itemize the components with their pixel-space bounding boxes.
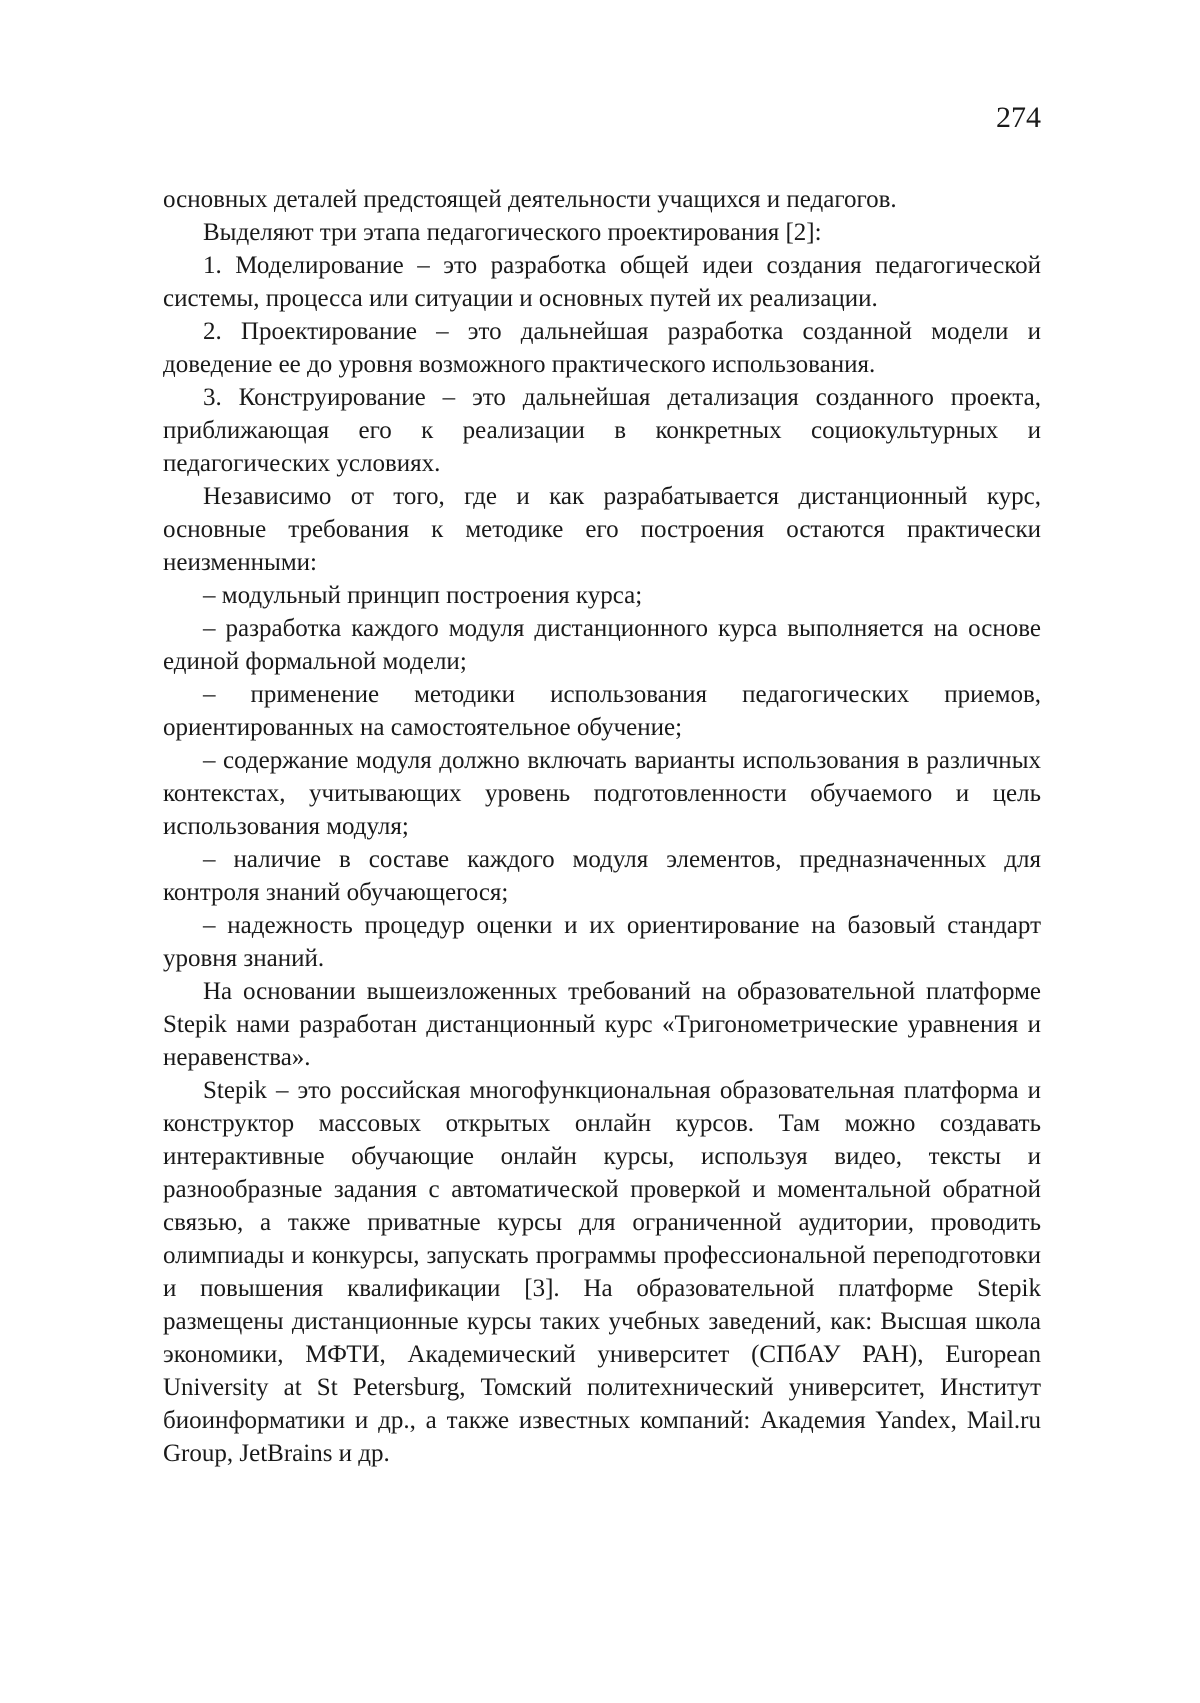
list-item-requirement: – применение методики использования педагогических приемов, ориентированных на самостоятельное обучение; xyxy=(163,681,1041,741)
paragraph-course-developed: На основании вышеизложенных требований на образовательной платформе Stepik нами разработан дистанционный курс «Тригонометрические уравнения и неравенства». xyxy=(163,978,1041,1071)
list-item-requirement: – разработка каждого модуля дистанционного курса выполняется на основе единой формальной модели; xyxy=(163,615,1041,675)
list-item-modeling: 1. Моделирование – это разработка общей идеи создания педагогической системы, процесса или ситуации и основных путей их реализации. xyxy=(163,252,1041,312)
page-number: 274 xyxy=(996,101,1041,134)
paragraph-stepik-description: Stepik – это российская многофункциональная образовательная платформа и конструктор массовых открытых онлайн курсов. Там можно создавать интерактивные обучающие онлайн курсы, используя видео, тексты и разнообразные задания с автоматической проверкой и моментальной обратной связью, а также приватные курсы для ограниченной аудитории, проводить олимпиады и конкурсы, запускать программы профессиональной переподготовки и повышения квалификации [3]. На образовательной платформе Stepik размещены дистанционные курсы таких учебных заведений, как: Высшая школа экономики, МФТИ, Академический университет (СПбАУ РАН), European University at St Petersburg, Томский политехнический университет, Институт биоинформатики и др., а также известных компаний: Академия Yandex, Mail.ru Group, JetBrains и др. xyxy=(163,1077,1041,1467)
paragraph-continuation: основных деталей предстоящей деятельности учащихся и педагогов. xyxy=(163,186,897,213)
list-item-requirement: – надежность процедур оценки и их ориентирование на базовый стандарт уровня знаний. xyxy=(163,912,1041,972)
list-item-requirement: – модульный принцип построения курса; xyxy=(203,582,643,609)
list-item-design: 2. Проектирование – это дальнейшая разработка созданной модели и доведение ее до уровня возможного практического использования. xyxy=(163,318,1041,378)
text-body xyxy=(163,183,1041,1470)
paragraph-requirements-intro: Независимо от того, где и как разрабатывается дистанционный курс, основные требования к методике его построения остаются практически неизменными: xyxy=(163,483,1041,576)
paragraph-design-stages-intro: Выделяют три этапа педагогического проектирования [2]: xyxy=(203,219,822,246)
list-item-requirement: – содержание модуля должно включать варианты использования в различных контекстах, учитывающих уровень подготовленности обучаемого и цель использования модуля; xyxy=(163,747,1041,840)
list-item-requirement: – наличие в составе каждого модуля элементов, предназначенных для контроля знаний обучающегося; xyxy=(163,846,1041,906)
document-page xyxy=(163,0,1041,1703)
list-item-construction: 3. Конструирование – это дальнейшая детализация созданного проекта, приближающая его к реализации в конкретных социокультурных и педагогических условиях. xyxy=(163,384,1041,477)
